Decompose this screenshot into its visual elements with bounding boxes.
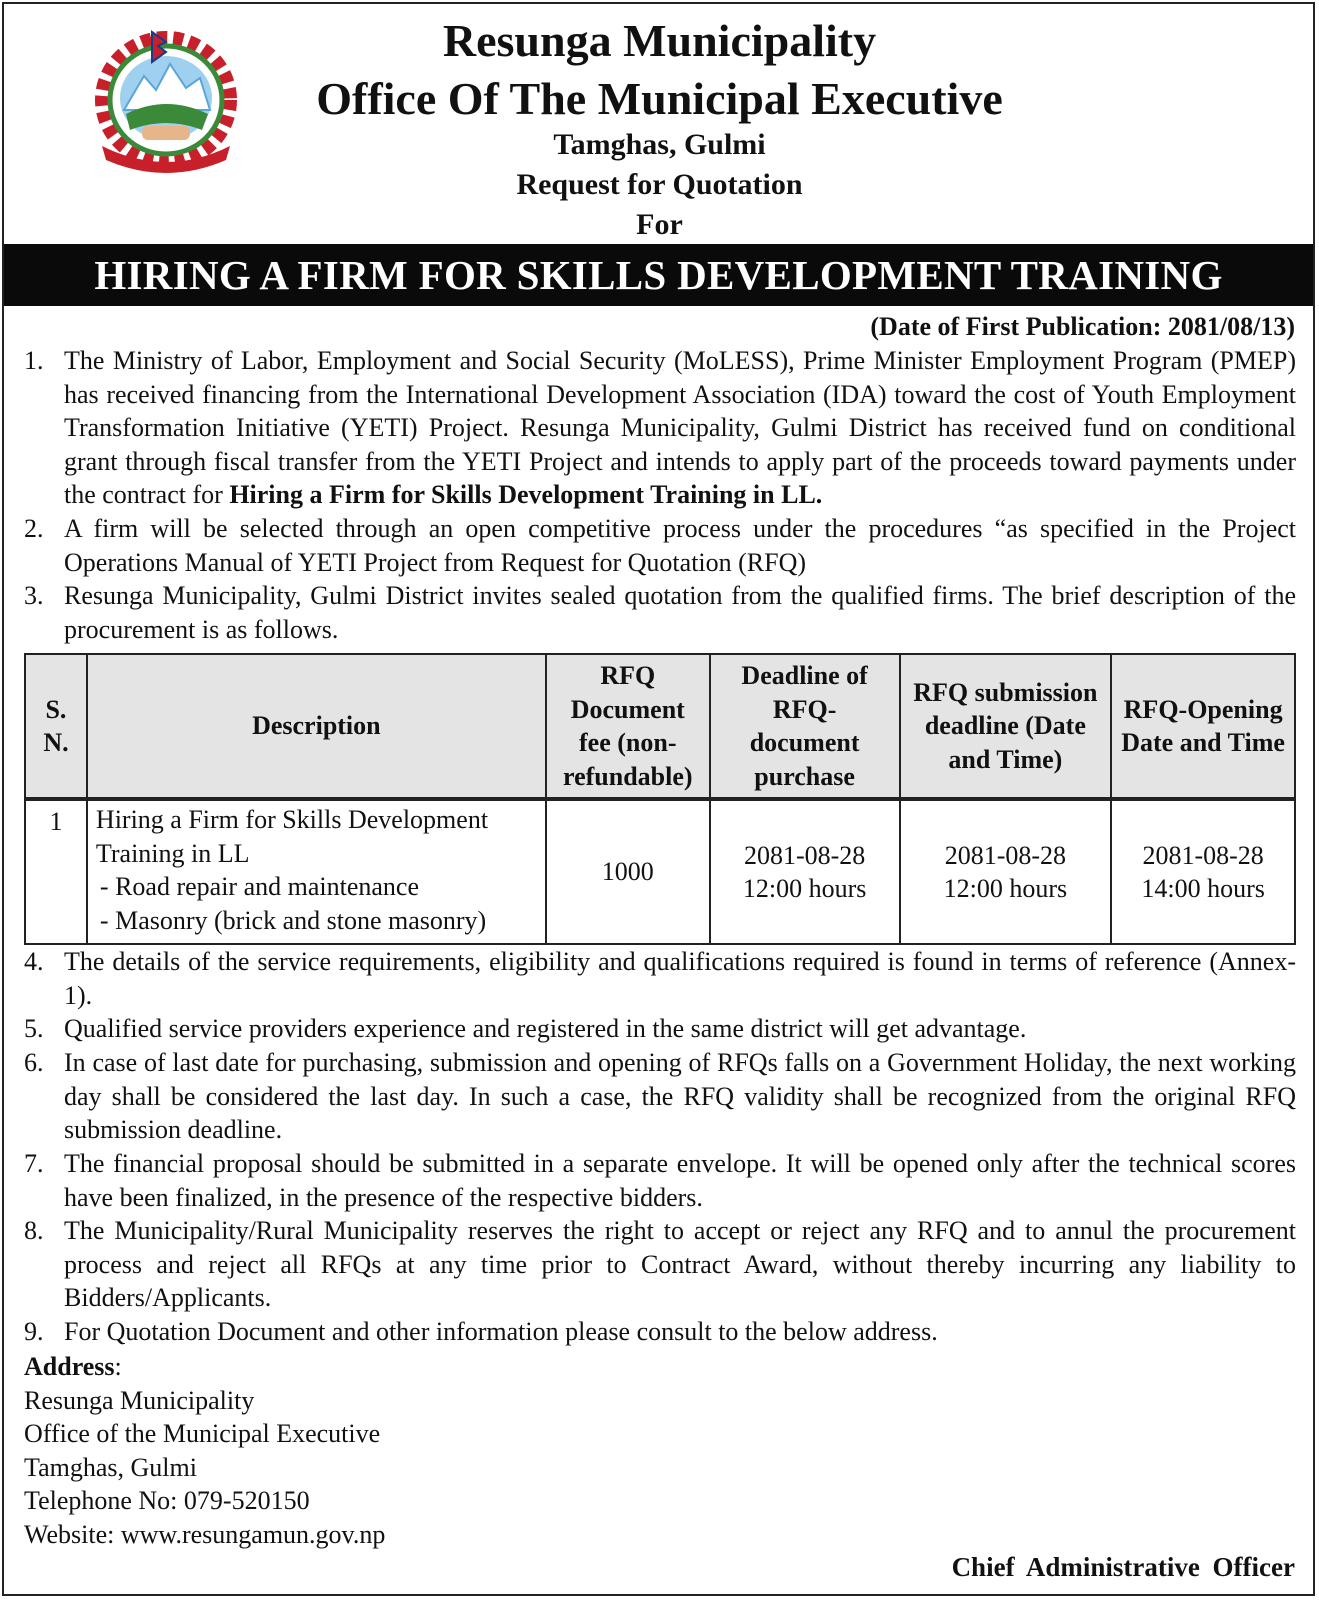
address-line: Resunga Municipality <box>24 1385 255 1415</box>
purchase-time: 12:00 hours <box>742 874 867 903</box>
notice-title-banner: HIRING A FIRM FOR SKILLS DEVELOPMENT TRAINING <box>4 244 1313 306</box>
for-label: For <box>636 208 683 241</box>
table-row <box>25 799 1295 944</box>
telephone-line: Telephone No: 079-520150 <box>24 1486 310 1515</box>
list-item <box>24 579 1296 646</box>
fee-cell: 1000 <box>546 799 710 944</box>
column-header: RFQ Document fee (non-refundable) <box>546 654 710 799</box>
list-item <box>24 945 1296 1012</box>
contract-name: Hiring a Firm for Skills Development Training in LL. <box>229 480 823 509</box>
column-header: RFQ-Opening Date and Time <box>1111 654 1295 799</box>
serial-number-cell: 1 <box>25 799 87 944</box>
office-location: Tamghas, Gulmi <box>553 128 766 161</box>
list-item <box>24 512 1296 579</box>
list-text: The Municipality/Rural Municipality reserves the right to accept or reject any RFQ and to annul the procurement process and reject all RFQs at any time prior to Contract Award, without thereby incurring any liability to Bidders/Applicants. <box>64 1216 1296 1312</box>
column-header: RFQ submission deadline (Date and Time) <box>900 654 1112 799</box>
column-header: Description <box>87 654 546 799</box>
column-header: Deadline of RFQ-document purchase <box>710 654 900 799</box>
purchase-deadline-cell <box>710 799 900 944</box>
publication-date: (Date of First Publication: 2081/08/13) <box>870 312 1295 341</box>
procurement-table <box>24 653 1296 945</box>
description-item: - Road repair and maintenance <box>99 872 419 901</box>
list-text: A firm will be selected through an open competitive process under the procedures “as specified in the Project Operations Manual of YETI Project from Request for Quotation (RFQ) <box>64 514 1296 577</box>
list-item <box>24 344 1296 512</box>
list-text: The details of the service requirements, eligibility and qualifications required is found in terms of reference (Annex-1). <box>64 947 1296 1010</box>
opening-date: 2081-08-28 <box>1142 840 1264 870</box>
notice-type: Request for Quotation <box>516 168 803 201</box>
office-name: Office Of The Municipal Executive <box>316 73 1003 124</box>
list-number: 7. <box>24 1149 44 1178</box>
list-text: Qualified service providers experience and registered in the same district will get advantage. <box>64 1014 1027 1043</box>
address-label: Address <box>24 1352 115 1381</box>
opening-date-cell <box>1111 799 1295 944</box>
list-number: 1. <box>24 346 44 375</box>
description-item: - Masonry (brick and stone masonry) <box>99 905 487 935</box>
list-number: 8. <box>24 1216 44 1245</box>
description-title: Hiring a Firm for Skills Development Training in LL <box>95 805 489 868</box>
list-number: 2. <box>24 514 44 543</box>
municipality-name: Resunga Municipality <box>442 15 877 66</box>
list-number: 5. <box>24 1014 44 1043</box>
list-item <box>24 1315 1296 1349</box>
column-header: S. N. <box>25 654 87 799</box>
list-item <box>24 1147 1296 1214</box>
list-item <box>24 1214 1296 1315</box>
submission-deadline-cell <box>900 799 1112 944</box>
submission-time: 12:00 hours <box>943 874 1068 903</box>
signatory-title: Chief Administrative Officer <box>951 1552 1295 1582</box>
list-number: 6. <box>24 1048 44 1077</box>
address-line: Office of the Municipal Executive <box>24 1419 381 1448</box>
table-header-row <box>25 654 1295 799</box>
list-item <box>24 1046 1296 1147</box>
opening-time: 14:00 hours <box>1141 874 1265 903</box>
list-text: The Ministry of Labor, Employment and Social Security (MoLESS), Prime Minister Employment Program (PMEP) has received financing from the International Development Association (IDA) toward the cost of Youth Employment Transformation Initiative (YETI) Project. Resunga Municipality, Gulmi District has received fund on conditional grant through fiscal transfer from the YETI Project and intends to apply part of the proceeds toward payments under the contract for <box>64 346 1296 509</box>
list-text: The financial proposal should be submitted in a separate envelope. It will be opened only after the technical scores have been finalized, in the presence of the respective bidders. <box>64 1149 1296 1212</box>
list-number: 3. <box>24 581 44 610</box>
address-line: Tamghas, Gulmi <box>24 1452 197 1482</box>
purchase-date: 2081-08-28 <box>743 840 866 870</box>
list-text: Resunga Municipality, Gulmi District invites sealed quotation from the qualified firms. The brief description of the procurement is as follows. <box>64 581 1296 644</box>
submission-date: 2081-08-28 <box>944 840 1067 870</box>
list-text: For Quotation Document and other information please consult to the below address. <box>64 1317 938 1346</box>
list-number: 4. <box>24 947 44 976</box>
website-line: Website: www.resungamun.gov.np <box>24 1519 386 1549</box>
address-block: Address: Resunga Municipality Office of the Municipal Executive Tamghas, Gulmi Telephone No: 079-520150 Website: www.resungamun.gov.np <box>24 1350 385 1551</box>
list-number: 9. <box>24 1317 44 1346</box>
description-cell <box>87 799 546 944</box>
list-text: In case of last date for purchasing, submission and opening of RFQs falls on a Government Holiday, the next working day shall be considered the last day. In such a case, the RFQ validity shall be recognized from the original RFQ submission deadline. <box>64 1048 1296 1144</box>
list-item <box>24 1012 1296 1046</box>
